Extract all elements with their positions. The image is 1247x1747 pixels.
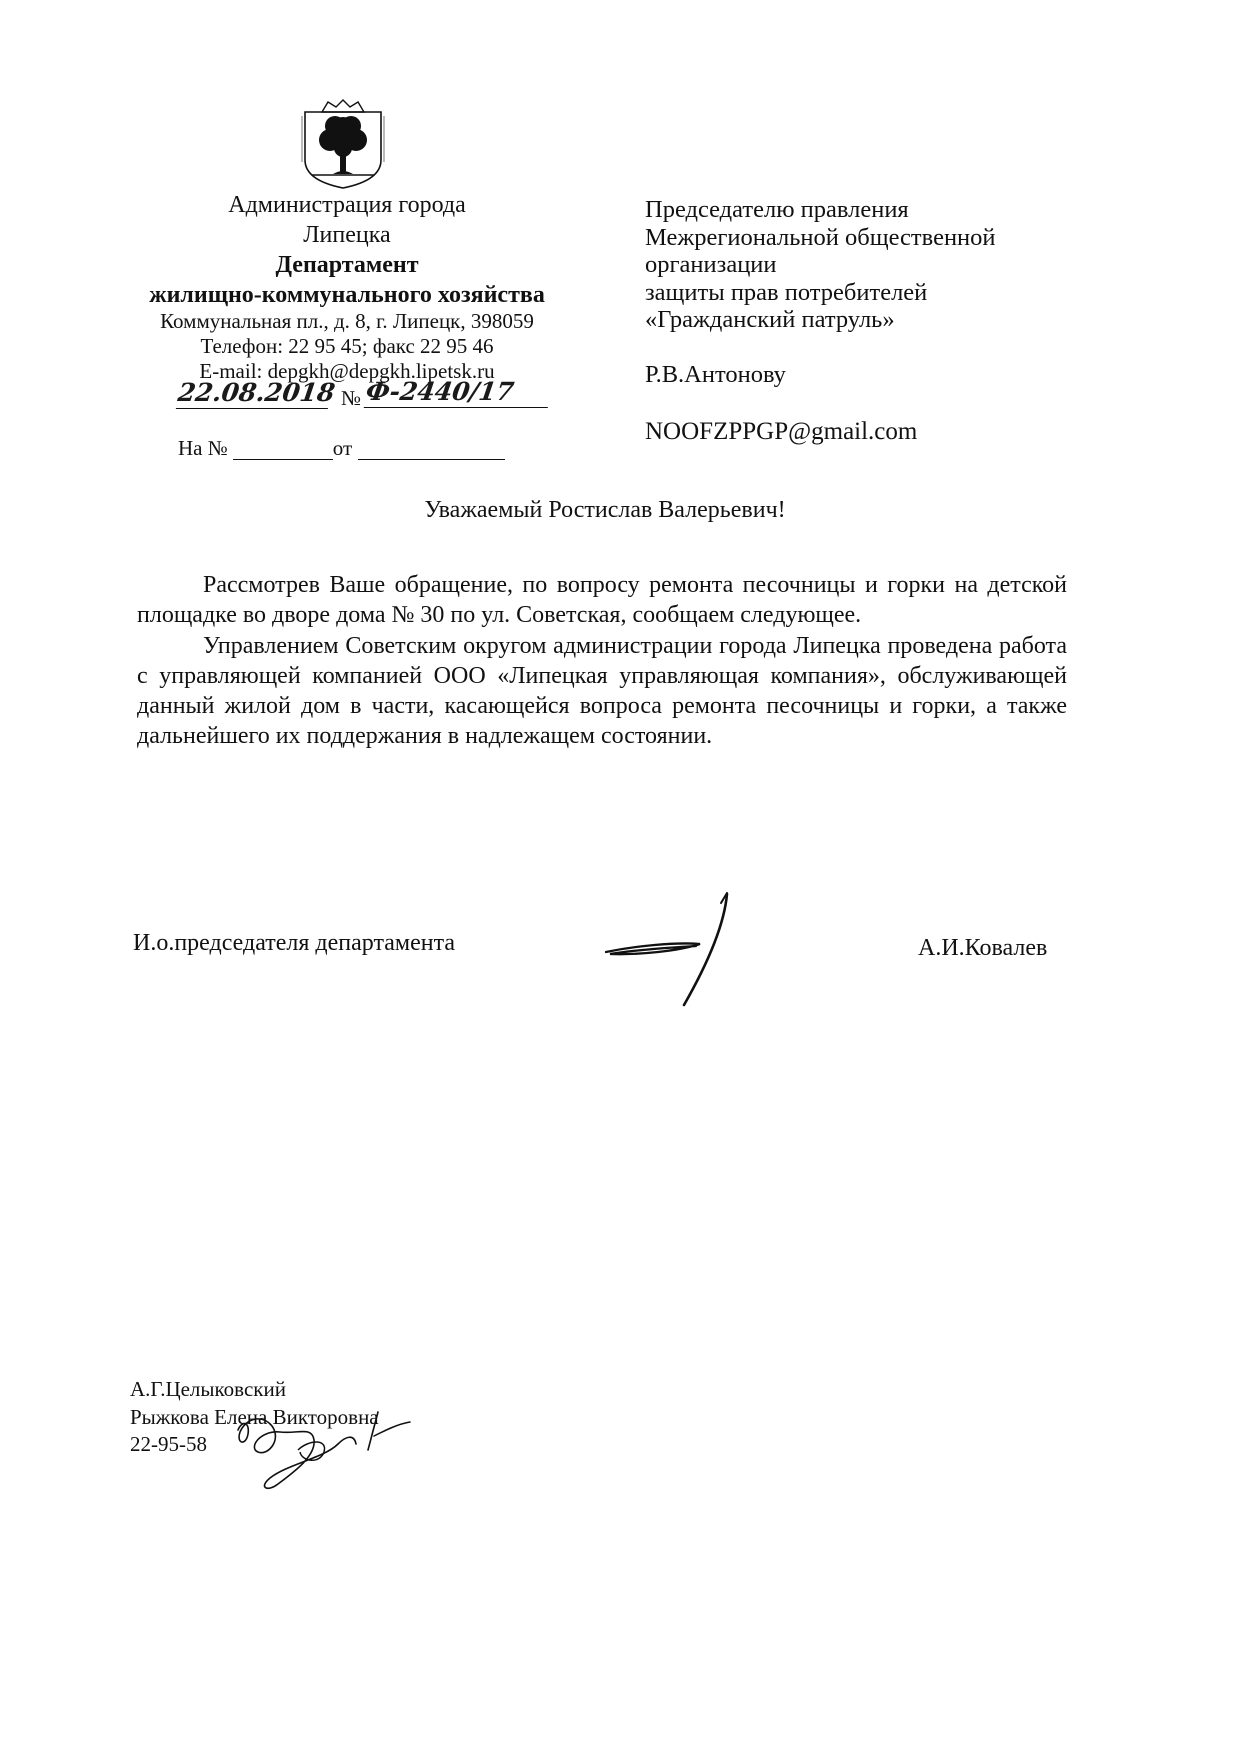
registration-number: Ф-2440/17 [364,376,552,408]
registration-number-label: № [341,386,362,410]
signatory-name: А.И.Ковалев [918,935,1048,961]
salutation: Уважаемый Ростислав Валерьевич! [424,497,786,523]
signature-image [600,888,740,1013]
reference-date-blank [358,439,505,460]
addressee-line: Председателю правления [645,196,909,223]
body-paragraph: Управлением Советским округом администрации города Липецка проведена работа с управляющей компанией ООО «Липецкая управляющая компания», обслуживающей данный жилой дом в части, касающейся вопроса ремонта песочницы и горки, а также дальнейшего их поддержания в надлежащем состоянии. [137,632,1067,750]
signatory-title: И.о.председателя департамента [133,930,455,956]
addressee-line: Межрегиональной общественной [645,223,996,251]
executor-line: Рыжкова Елена Викторовна [130,1404,379,1429]
reference-date-label: от [332,436,353,460]
reference-number-label: На № [178,436,228,460]
body-paragraph: Рассмотрев Ваше обращение, по вопросу ремонта песочницы и горки на детской площадке во дворе дома № 30 по ул. Советская, сообщаем следующее. [137,572,1067,629]
executor-line: А.Г.Целыковский [130,1377,286,1401]
reference-number-blank [233,439,333,460]
sender-contacts [100,309,594,384]
sender-phone: Телефон: 22 95 45; факс 22 95 46 [200,334,494,358]
sender-dept-line1: Департамент [275,252,419,278]
addressee-name: Р.В.Антонову [645,361,786,388]
addressee-line: организации [645,251,777,278]
sender-org-line1: Администрация города [228,192,466,218]
addressee-line: «Гражданский патруль» [645,306,895,333]
sender-email: E-mail: depgkh@depgkh.lipetsk.ru [199,359,495,383]
addressee-block [645,196,996,334]
registration-date: 22.08.2018 [176,378,337,407]
sender-dept-line2: жилищно-коммунального хозяйства [149,282,545,308]
sender-address: Коммунальная пл., д. 8, г. Липецк, 398059 [160,309,534,333]
executor-phone: 22-95-58 [130,1432,207,1456]
addressee-email: NOOFZPPGP@gmail.com [645,418,918,445]
letter-body [137,570,1067,752]
executor-signature-image [228,1400,418,1500]
sender-org-line2: Липецка [303,222,391,248]
sender-header [100,190,594,310]
reference-line [178,436,505,460]
addressee-line: защиты прав потребителей [645,278,928,306]
coat-of-arms-icon [300,98,386,190]
